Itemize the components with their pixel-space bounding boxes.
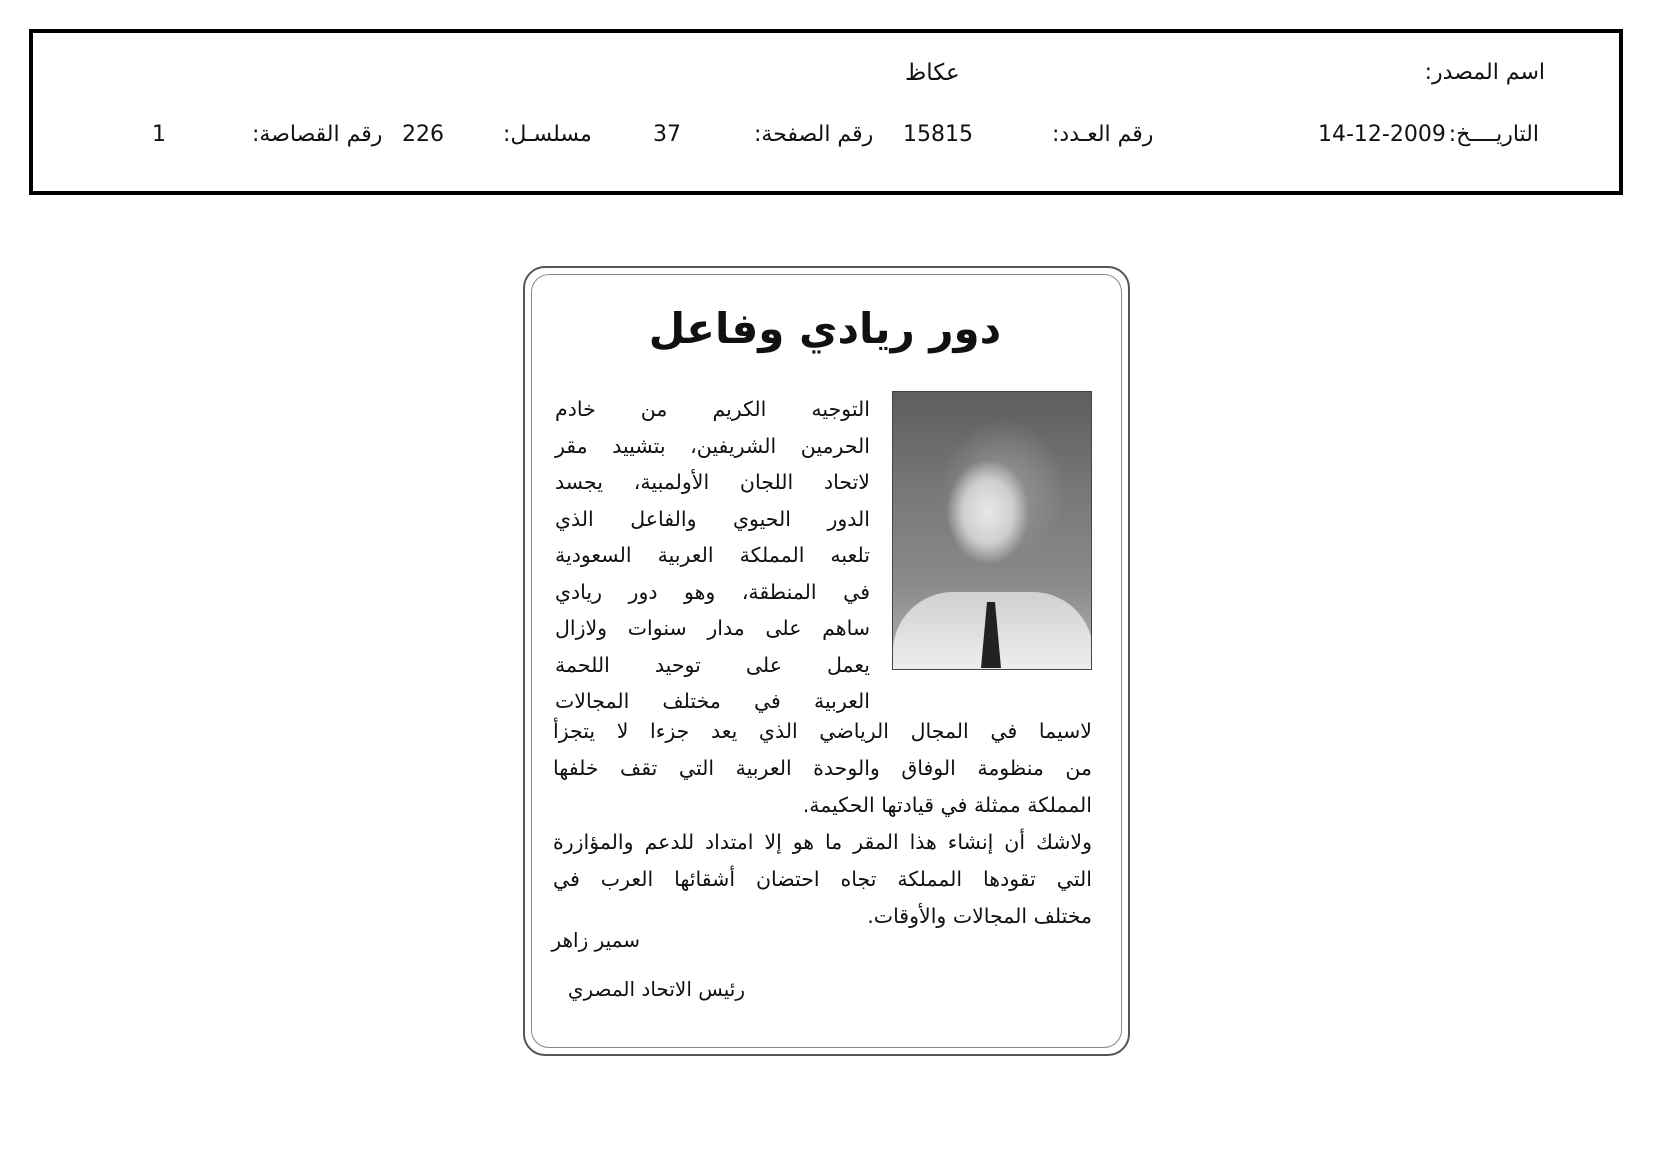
body-line: ولاشك أن إنشاء هذا المقر ما هو إلا امتداد للدعم والمؤازرة: [553, 830, 1092, 854]
clip-label: رقم القصاصة:: [252, 122, 383, 147]
article-body-text: [553, 713, 1092, 935]
page-value: 37: [653, 122, 681, 147]
body-line: التي تقودها المملكة تجاه احتضان أشقائها العرب في: [553, 867, 1092, 891]
body-line: المملكة ممثلة في قيادتها الحكيمة.: [802, 793, 1092, 817]
column-line: ساهم على مدار سنوات ولازال: [555, 616, 870, 640]
document-header: [29, 29, 1623, 195]
body-line: لاسيما في المجال الرياضي الذي يعد جزءا لا يتجزأ: [553, 719, 1092, 743]
column-line: التوجيه الكريم من خادم: [555, 397, 870, 421]
source-value: عكاظ: [905, 60, 960, 86]
author-title: رئيس الاتحاد المصري: [567, 977, 745, 1001]
column-line: العربية في مختلف المجالات: [555, 689, 870, 713]
column-line: الدور الحيوي والفاعل الذي: [555, 506, 870, 531]
column-line: تلعبه المملكة العربية السعودية: [555, 543, 870, 567]
article-headline: دور ريادي وفاعل: [648, 304, 1002, 353]
clip-value: 1: [152, 122, 166, 147]
author-photo: [892, 391, 1092, 670]
article-column-text: [555, 391, 870, 720]
date-label: التاريــــخ:: [1448, 122, 1539, 147]
body-line: مختلف المجالات والأوقات.: [867, 904, 1092, 928]
column-line: لاتحاد اللجان الأولمبية، يجسد: [555, 470, 870, 494]
source-label: اسم المصدر:: [1424, 60, 1545, 85]
author-name: سمير زاهر: [551, 928, 640, 952]
column-line: في المنطقة، وهو دور ريادي: [555, 579, 870, 604]
serial-label: مسلسـل:: [503, 122, 592, 147]
issue-label: رقم العـدد:: [1052, 122, 1154, 147]
serial-value: 226: [402, 122, 444, 147]
body-line: من منظومة الوفاق والوحدة العربية التي تقف خلفها: [553, 756, 1092, 780]
column-line: يعمل على توحيد اللحمة: [555, 652, 870, 677]
issue-value: 15815: [903, 122, 973, 147]
date-value: 14-12-2009: [1318, 122, 1446, 147]
column-line: الحرمين الشريفين، بتشييد مقر: [555, 433, 870, 458]
page-label: رقم الصفحة:: [754, 122, 874, 147]
